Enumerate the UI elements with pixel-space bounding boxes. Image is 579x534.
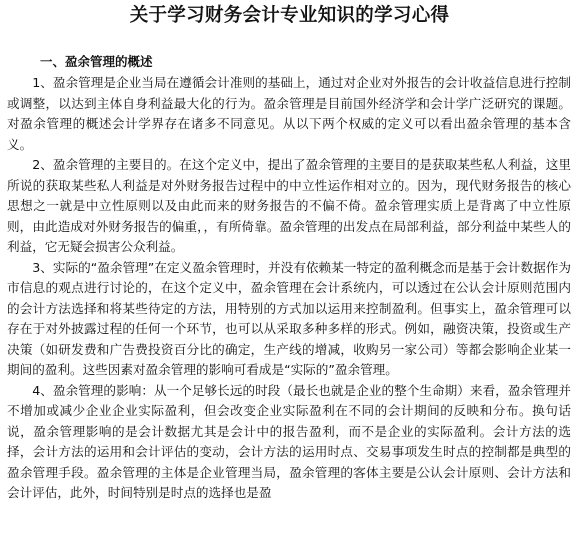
- paragraph-1: 1、盈余管理是企业当局在遵循会计准则的基础上，通过对企业对外报告的会计收益信息进行控制或调整，以达到主体自身利益最大化的行为。盈余管理是目前国外经济学和会计学广泛研究的课题。对盈余管理的概述会计学界存在诸多不同意见。从以下两个权威的定义可以看出盈余管理的基本含义。: [7, 75, 571, 152]
- document-title: 关于学习财务会计专业知识的学习心得: [129, 5, 450, 26]
- paragraph-4: 4、盈余管理的影响：从一个足够长远的时段（最长也就是企业的整个生命期）来看，盈余管理并不增加或减少企业企业实际盈利，但会改变企业实际盈利在不同的会计期间的反映和分布。换句话说，盈余管理影响的是会计数据尤其是会计中的报告盈利，而不是企业的实际盈利。会计方法的选择，会计方法的运用和会计评估的变动，会计方法的运用时点、交易事项发生时点的控制都是典型的盈余管理手段。盈余管理的主体是企业管理当局，盈余管理的客体主要是公认会计原则、会计方法和会计评估，此外，时间特别是时点的选择也是盈: [7, 382, 571, 500]
- paragraph-2: 2、盈余管理的主要目的。在这个定义中，提出了盈余管理的主要目的是获取某些私人利益，这里所说的获取某些私人利益是对外财务报告过程中的中立性运作相对立的。因为，现代财务报告的核心思想之一就是中立性原则以及由此而来的财务报告的不偏不倚。盈余管理实质上是背离了中立性原则，由此造成对外财务报告的偏重，，有所倚靠。盈余管理的出发点在局部利益，部分利益中某些人的利益，它无疑会损害公众利益。: [7, 157, 571, 254]
- section-heading: 一、盈余管理的概述: [40, 54, 153, 69]
- document-body: [7, 73, 571, 504]
- paragraph-3: 3、实际的“盈余管理”在定义盈余管理时，并没有依赖某一特定的盈利概念而是基于会计数据作为市信息的观点进行讨论的，在这个定义中，盈余管理在会计系统内，可以透过在公认会计原则范围内的会计方法选择和将某些待定的方法，用特别的方式加以运用来控制盈利。但事实上，盈余管理可以存在于对外披露过程的任何一个环节，也可以从采取多种多样的形式。例如，融资决策，投资或生产决策（如研发费和广告费投资百分比的确定，生产线的增减，收购另一家公司）等都会影响企业某一期间的盈利。这些因素对盈余管理的影响可看成是“实际的”盈余管理。: [7, 259, 571, 377]
